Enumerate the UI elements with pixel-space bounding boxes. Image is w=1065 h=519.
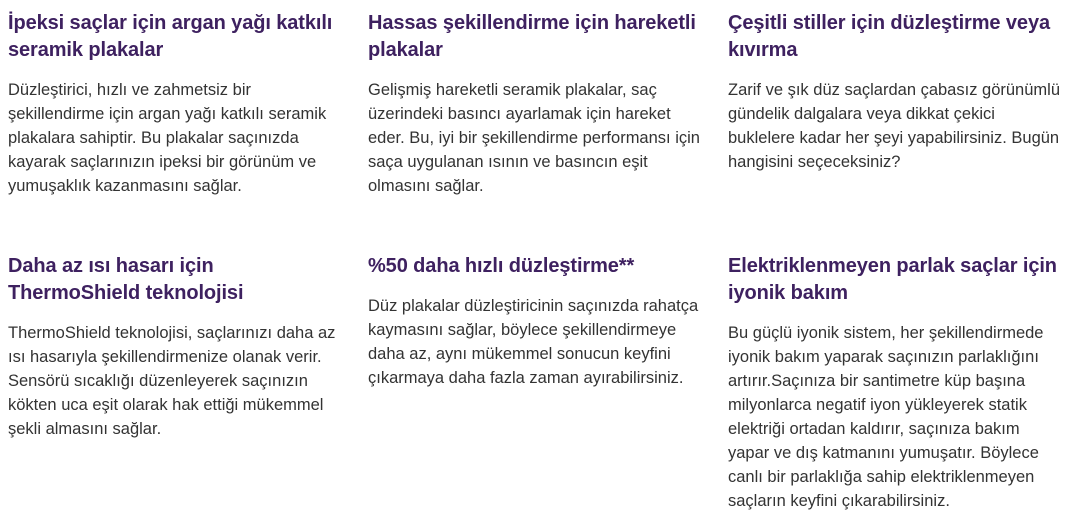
feature-title: İpeksi saçlar için argan yağı katkılı seramik plakalar bbox=[8, 12, 333, 61]
feature-faster-straightening bbox=[368, 253, 704, 513]
feature-argan-ceramic-plates bbox=[8, 10, 344, 198]
feature-thermoshield bbox=[8, 253, 344, 513]
feature-body: Düzleştirici, hızlı ve zahmetsiz bir şekillendirme için argan yağı katkılı seramik plakalara sahiptir. Bu plakalar saçınızda kayarak saçlarınızın ipeksi bir görünüm ve yumuşaklık kazanmasını sağlar. bbox=[8, 81, 327, 195]
feature-title: Hassas şekillendirme için hareketli plakalar bbox=[368, 12, 696, 61]
feature-straighten-or-curl bbox=[728, 10, 1064, 198]
feature-body: Düz plakalar düzleştiricinin saçınızda rahatça kaymasını sağlar, böylece şekillendirmeye daha az, aynı mükemmel sonucun keyfini çıkarmaya daha fazla zaman ayırabilirsiniz. bbox=[368, 297, 699, 387]
feature-body: Zarif ve şık düz saçlardan çabasız görünümlü gündelik dalgalara veya dikkat çekici buklelere kadar her şeyi yapabilirsiniz. Bugün hangisini seçeceksiniz? bbox=[728, 81, 1060, 171]
feature-body: ThermoShield teknolojisi, saçlarınızı daha az ısı hasarıyla şekillendirmenize olanak verir. Sensörü sıcaklığı düzenleyerek saçınızın kökten uca eşit olarak hak ettiği mükemmel şekli almasını sağlar. bbox=[8, 324, 336, 438]
feature-ionic-care bbox=[728, 253, 1064, 513]
feature-title: Çeşitli stiller için düzleştirme veya kıvırma bbox=[728, 12, 1050, 61]
feature-body: Bu güçlü iyonik sistem, her şekillendirmede iyonik bakım yaparak saçınızın parlaklığını artırır.Saçınıza bir santimetre küp başına milyonlarca negatif iyon yükleyerek statik elektriği ortadan kaldırır, saçınıza bakım yapar ve dış katmanını yumuşatır. Böylece canlı bir parlaklığa sahip elektriklenmeyen saçların keyfini çıkarabilirsiniz. bbox=[728, 324, 1044, 510]
feature-title: Daha az ısı hasarı için ThermoShield teknolojisi bbox=[8, 255, 244, 304]
feature-body: Gelişmiş hareketli seramik plakalar, saç üzerindeki basıncı ayarlamak için hareket eder. Bu, iyi bir şekillendirme performansı için saça uygulanan ısının ve basıncın eşit olmasını sağlar. bbox=[368, 81, 700, 195]
feature-title: Elektriklenmeyen parlak saçlar için iyonik bakım bbox=[728, 255, 1057, 304]
feature-title: %50 daha hızlı düzleştirme** bbox=[368, 255, 635, 277]
feature-floating-plates bbox=[368, 10, 704, 198]
